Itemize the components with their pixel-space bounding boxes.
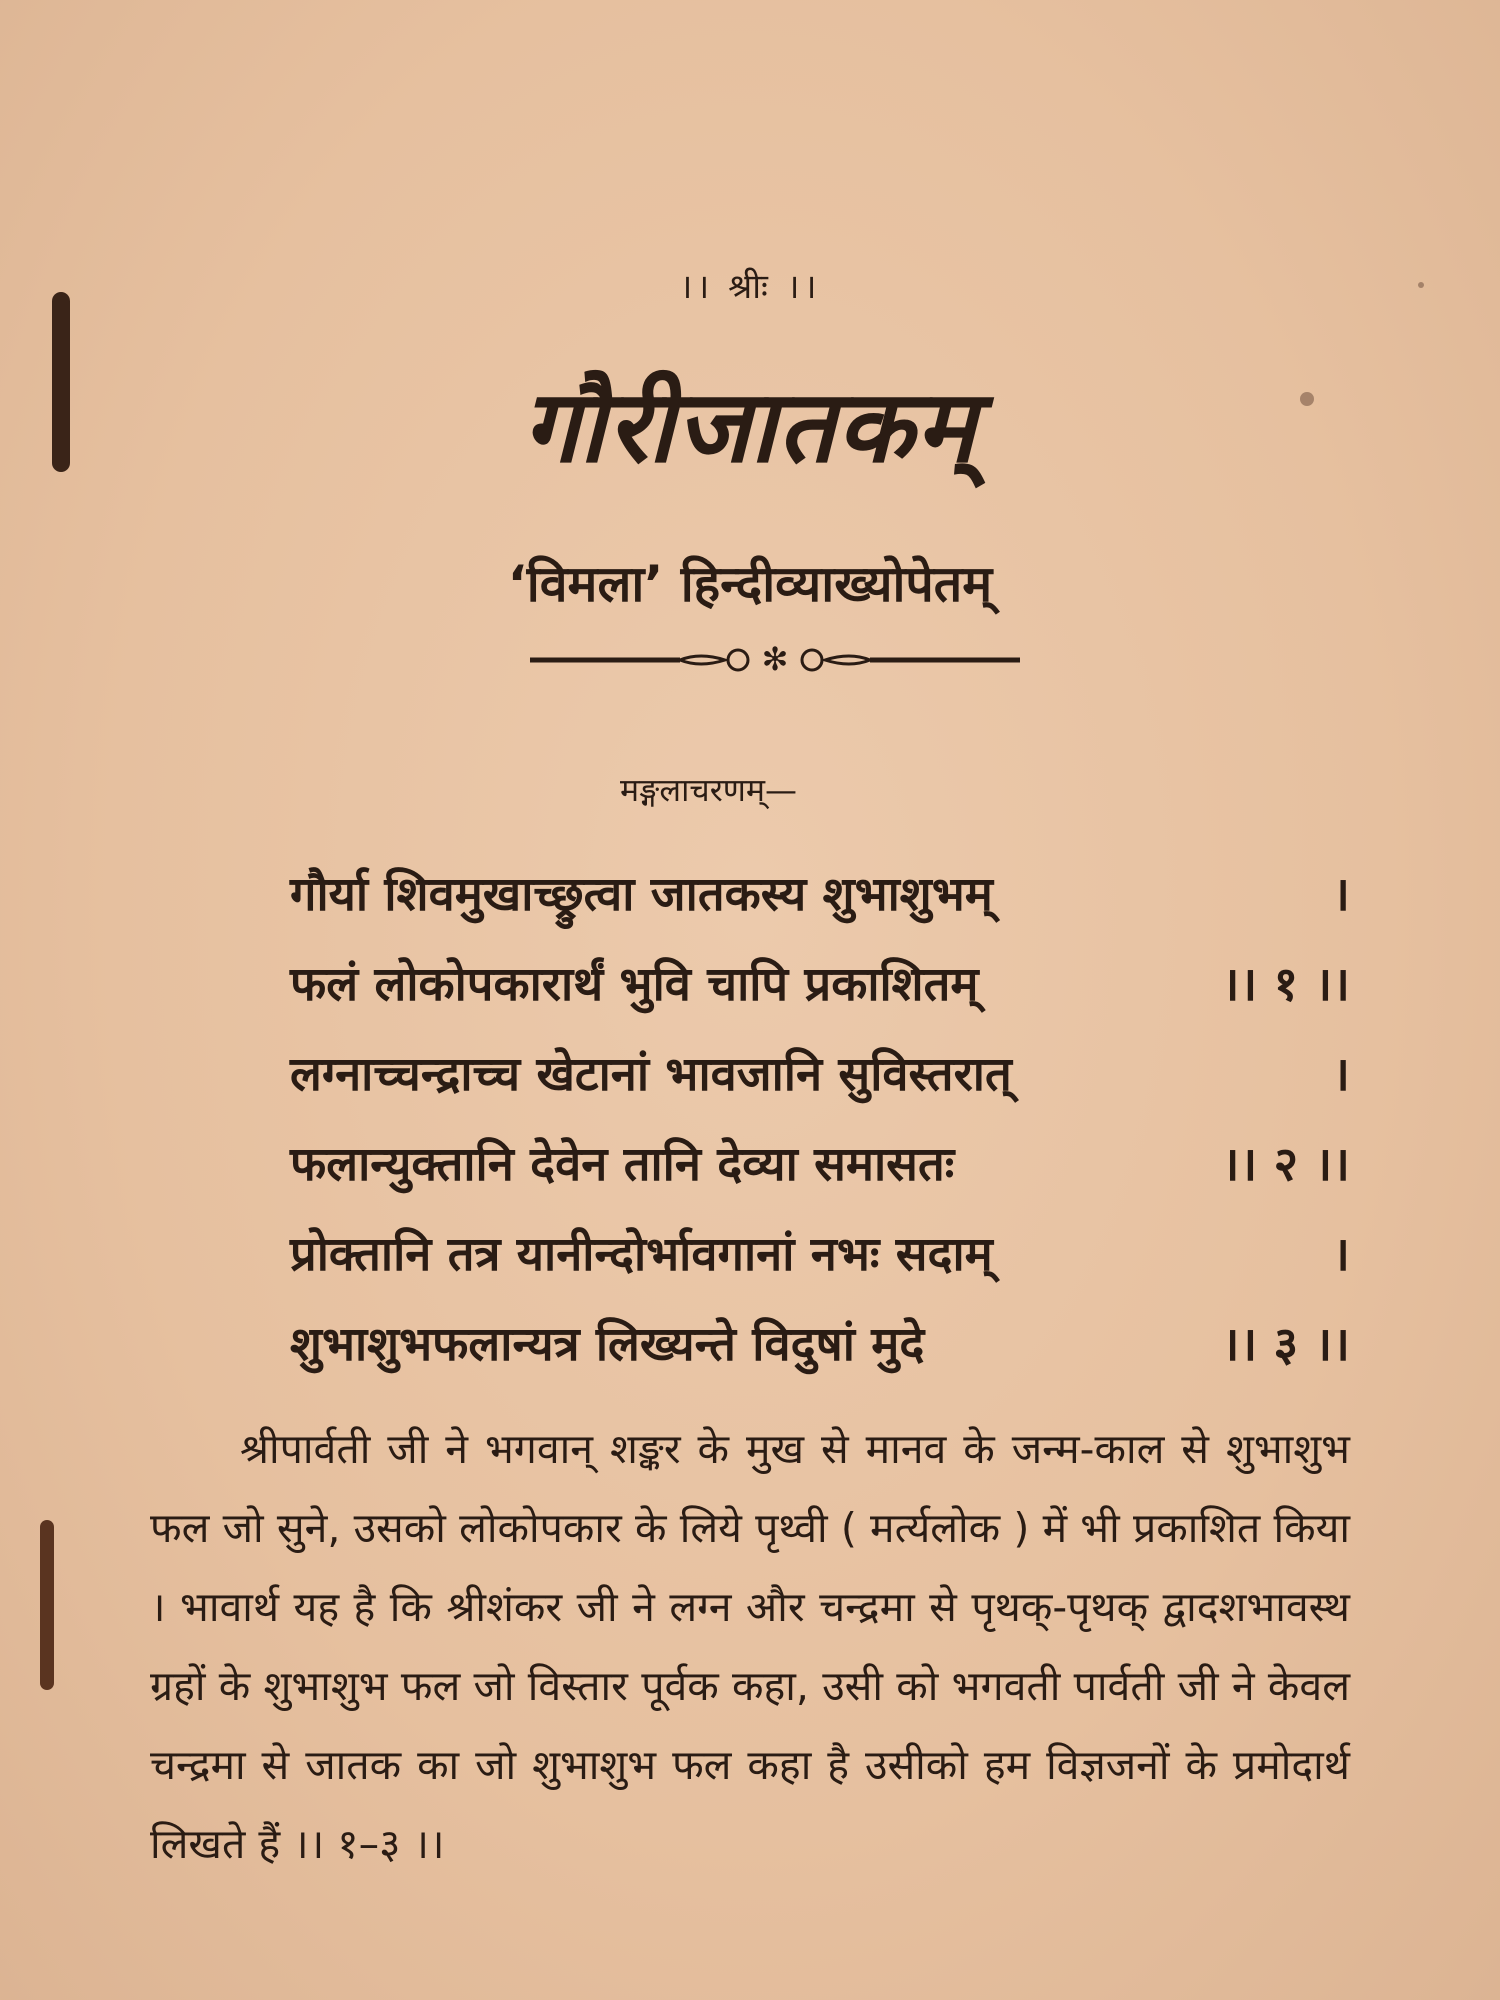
verse-line xyxy=(290,1120,1350,1210)
decorative-divider xyxy=(530,640,1020,680)
verse-line xyxy=(290,1030,1350,1120)
section-label: मङ्गलाचरणम्— xyxy=(620,771,798,809)
verse-text: फलं लोकोपकारार्थं भुवि चापि प्रकाशितम् xyxy=(290,957,979,1012)
verse-end-mark: ।। २ ।। xyxy=(1221,1137,1350,1192)
commentary xyxy=(150,1410,1350,1884)
svg-text:✻: ✻ xyxy=(761,640,789,678)
verse-line xyxy=(290,850,1350,940)
verse-text: गौर्या शिवमुखाच्छ्रुत्वा जातकस्य शुभाशुभम् xyxy=(290,867,993,922)
verse-text: लग्नाच्चन्द्राच्च खेटानां भावजानि सुविस्तरात् xyxy=(290,1047,1012,1102)
page-title: गौरीजातकम् xyxy=(522,368,978,485)
binding-stitch-bottom xyxy=(40,1520,54,1690)
verse-end-mark: । xyxy=(1332,1047,1350,1102)
verse-end-mark: । xyxy=(1332,1227,1350,1282)
commentary-paragraph: श्रीपार्वती जी ने भगवान् शङ्कर के मुख से मानव के जन्म-काल से शुभाशुभ फल जो सुने, उसको लोकोपकार के लिये पृथ्वी ( मर्त्यलोक ) में भी प्रकाशित किया । भावार्थ यह है कि श्रीशंकर जी ने लग्न और चन्द्रमा से पृथक्-पृथक् द्वादशभावस्थ ग्रहों के शुभाशुभ फल जो विस्तार पूर्वक कहा, उसी को भगवती पार्वती जी ने केवल चन्द्रमा से जातक का जो शुभाशुभ फल कहा है उसीको हम विज्ञजनों के प्रमोदार्थ लिखते हैं ।। १–३ ।। xyxy=(150,1425,1350,1868)
verse-block xyxy=(290,850,1350,1390)
verse-end-mark: ।। ३ ।। xyxy=(1221,1317,1350,1372)
verse-end-mark: ।। १ ।। xyxy=(1221,957,1350,1012)
invocation: ।। श्रीः ।। xyxy=(679,267,821,307)
subtitle: ‘विमला’ हिन्दीव्याख्योपेतम् xyxy=(507,555,993,613)
verse-text: फलान्युक्तानि देवेन तानि देव्या समासतः xyxy=(290,1137,955,1192)
verse-text: प्रोक्तानि तत्र यानीन्दोर्भावगानां नभः सदाम् xyxy=(290,1227,993,1282)
verse-end-mark: । xyxy=(1332,867,1350,922)
verse-line xyxy=(290,1300,1350,1390)
verse-text: शुभाशुभफलान्यत्र लिख्यन्ते विदुषां मुदे xyxy=(290,1317,925,1372)
verse-line xyxy=(290,940,1350,1030)
verse-line xyxy=(290,1210,1350,1300)
